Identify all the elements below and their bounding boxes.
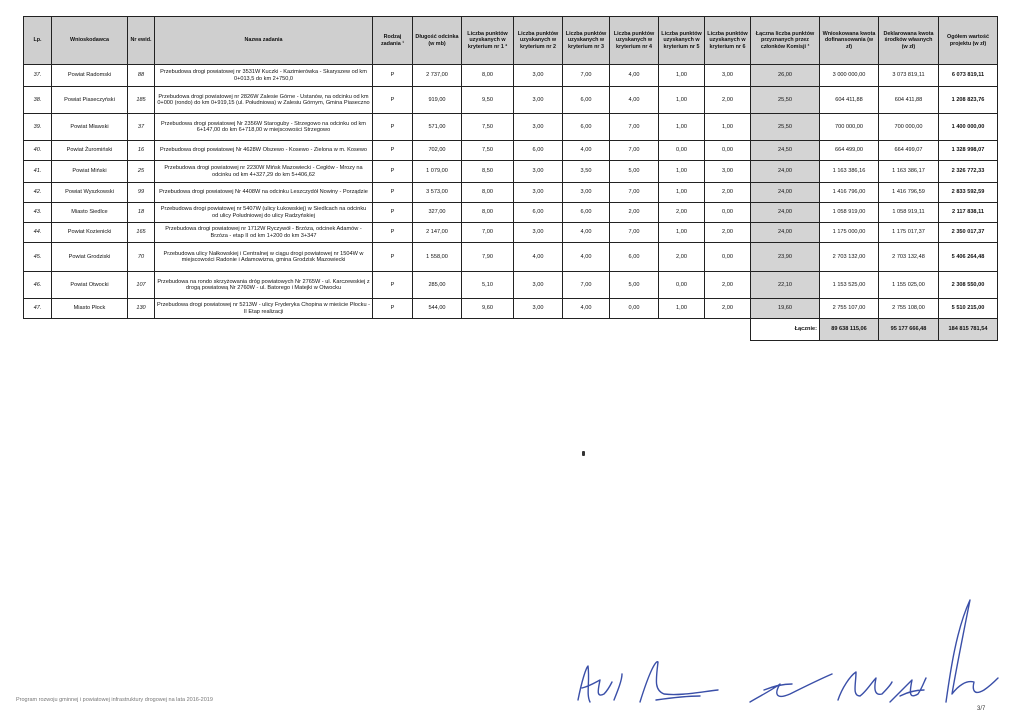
cell-applicant: Powiat Kozienicki: [52, 223, 128, 243]
cell-type: P: [373, 87, 413, 114]
cell-length: 1 079,00: [413, 161, 462, 183]
cell-k1: 7,90: [462, 243, 514, 272]
cell-k5: 1,00: [659, 299, 705, 319]
cell-length: 3 573,00: [413, 183, 462, 203]
cell-k6: 1,00: [705, 114, 751, 141]
cell-k3: 6,00: [563, 203, 610, 223]
cell-project-value: 2 350 017,37: [939, 223, 998, 243]
cell-total-points: 23,90: [751, 243, 820, 272]
cell-k4: 5,00: [610, 272, 659, 299]
header-k1: Liczba punktów uzyskanych w kryterium nr 1 ²: [462, 17, 514, 65]
header-applicant: Wnioskodawca: [52, 17, 128, 65]
cell-k2: 3,00: [514, 183, 563, 203]
cell-k1: 5,10: [462, 272, 514, 299]
table-row: [24, 272, 998, 299]
cell-own-funds: 2 755 108,00: [879, 299, 939, 319]
table-row: [24, 65, 998, 87]
cell-k1: 8,50: [462, 161, 514, 183]
cell-applicant: Powiat Mławski: [52, 114, 128, 141]
cell-lp: 45.: [24, 243, 52, 272]
cell-length: 2 737,00: [413, 65, 462, 87]
cell-type: P: [373, 141, 413, 161]
cell-k3: 4,00: [563, 299, 610, 319]
cell-k5: 1,00: [659, 161, 705, 183]
cell-task: Przebudowa drogi powiatowej Nr 4628W Olszewo - Kosewo - Zielona w m. Kosewo: [155, 141, 373, 161]
signature-6: [946, 600, 998, 702]
cell-type: P: [373, 299, 413, 319]
ranking-table: [23, 16, 998, 341]
cell-k2: 3,00: [514, 114, 563, 141]
cell-lp: 41.: [24, 161, 52, 183]
cell-k5: 1,00: [659, 87, 705, 114]
cell-k5: 0,00: [659, 141, 705, 161]
page-number: 3/7: [977, 706, 986, 712]
cell-k2: 3,00: [514, 299, 563, 319]
cell-total-points: 19,60: [751, 299, 820, 319]
cell-total-points: 24,50: [751, 141, 820, 161]
header-k5: Liczba punktów uzyskanych w kryterium nr 5: [659, 17, 705, 65]
cell-requested: 1 416 796,00: [820, 183, 879, 203]
cell-reg-no: 70: [128, 243, 155, 272]
cell-lp: 43.: [24, 203, 52, 223]
cell-k6: 2,00: [705, 272, 751, 299]
cell-task: Przebudowa drogi powiatowej Nr 4408W na odcinku Leszczydół Nowiny - Porządzie: [155, 183, 373, 203]
cell-own-funds: 2 703 132,48: [879, 243, 939, 272]
cell-requested: 1 153 525,00: [820, 272, 879, 299]
cell-k4: 7,00: [610, 114, 659, 141]
cell-lp: 44.: [24, 223, 52, 243]
cell-reg-no: 18: [128, 203, 155, 223]
header-k4: Liczba punktów uzyskanych w kryterium nr 4: [610, 17, 659, 65]
footer-text: Program rozwoju gminnej i powiatowej infrastruktury drogowej na lata 2016-2019: [16, 697, 213, 703]
cell-total-points: 24,00: [751, 161, 820, 183]
cell-applicant: Powiat Żuromiński: [52, 141, 128, 161]
cell-reg-no: 130: [128, 299, 155, 319]
cell-k3: 3,50: [563, 161, 610, 183]
cell-requested: 604 411,88: [820, 87, 879, 114]
totals-own-funds: 95 177 666,48: [879, 319, 939, 341]
cell-own-funds: 3 073 819,11: [879, 65, 939, 87]
header-own-funds: Deklarowana kwota środków własnych (w zł): [879, 17, 939, 65]
cell-own-funds: 700 000,00: [879, 114, 939, 141]
cell-own-funds: 1 416 796,59: [879, 183, 939, 203]
header-requested: Wnioskowana kwota dofinansowania (w zł): [820, 17, 879, 65]
cell-type: P: [373, 161, 413, 183]
totals-project-value: 184 815 781,54: [939, 319, 998, 341]
header-lp: Lp.: [24, 17, 52, 65]
cell-k6: 2,00: [705, 299, 751, 319]
cell-total-points: 25,50: [751, 87, 820, 114]
header-type: Rodzaj zadania ¹: [373, 17, 413, 65]
cell-applicant: Powiat Wyszkowski: [52, 183, 128, 203]
totals-label: Łącznie:: [751, 319, 820, 341]
table-row: [24, 299, 998, 319]
cell-length: 2 147,00: [413, 223, 462, 243]
cell-task: Przebudowa drogi powiatowej nr 5407W (ulicy Łukowskiej) w Siedlcach na odcinku od ulicy Południowej do ulicy Radzyńskiej: [155, 203, 373, 223]
cell-length: 327,00: [413, 203, 462, 223]
cell-k2: 3,00: [514, 223, 563, 243]
cell-k5: 2,00: [659, 203, 705, 223]
cell-k4: 0,00: [610, 299, 659, 319]
cell-own-funds: 664 499,07: [879, 141, 939, 161]
cell-applicant: Powiat Grodziski: [52, 243, 128, 272]
cell-task: Przebudowa drogi powiatowej nr 2826W Zalesie Górne - Ustanów, na odcinku od km 0+000 (rondo) do km 0+919,15 (ul. Południowa) w Zalesiu Górnym, Gmina Piaseczno: [155, 87, 373, 114]
cell-k4: 4,00: [610, 87, 659, 114]
cell-applicant: Miasto Płock: [52, 299, 128, 319]
cell-task: Przebudowa ulicy Nałkowskiej i Centralnej w ciągu drogi powiatowej nr 1504W w miejscowości Radonie i Adamowizna, gmina Grodzisk Mazowiecki: [155, 243, 373, 272]
cell-requested: 1 175 000,00: [820, 223, 879, 243]
cell-k4: 2,00: [610, 203, 659, 223]
cell-lp: 38.: [24, 87, 52, 114]
header-k6: Liczba punktów uzyskanych w kryterium nr 6: [705, 17, 751, 65]
cell-k1: 7,50: [462, 141, 514, 161]
cell-total-points: 26,00: [751, 65, 820, 87]
totals-requested: 89 638 115,06: [820, 319, 879, 341]
cell-project-value: 2 833 592,59: [939, 183, 998, 203]
cell-project-value: 1 328 998,07: [939, 141, 998, 161]
cell-own-funds: 1 175 017,37: [879, 223, 939, 243]
signature-5: [890, 678, 926, 702]
cell-length: 544,00: [413, 299, 462, 319]
cell-k6: 3,00: [705, 65, 751, 87]
cell-project-value: 2 326 772,33: [939, 161, 998, 183]
cell-k2: 4,00: [514, 243, 563, 272]
cell-requested: 2 755 107,00: [820, 299, 879, 319]
cell-k6: 0,00: [705, 141, 751, 161]
cell-lp: 40.: [24, 141, 52, 161]
cell-total-points: 24,00: [751, 223, 820, 243]
table-row: [24, 203, 998, 223]
cell-k2: 3,00: [514, 87, 563, 114]
cell-lp: 47.: [24, 299, 52, 319]
signature-3: [750, 674, 832, 702]
cell-task: Przebudowa drogi powiatowej nr 3531W Kuczki - Kazimierówka - Skaryszew od km 0+013,5 do km 2+750,0: [155, 65, 373, 87]
cell-type: P: [373, 183, 413, 203]
cell-k6: 0,00: [705, 243, 751, 272]
cell-reg-no: 107: [128, 272, 155, 299]
signature-1: [578, 666, 622, 702]
table-row: [24, 114, 998, 141]
cell-k4: 6,00: [610, 243, 659, 272]
cell-k4: 7,00: [610, 141, 659, 161]
table-row: [24, 243, 998, 272]
cell-reg-no: 37: [128, 114, 155, 141]
cell-k3: 6,00: [563, 87, 610, 114]
table-header-row: [24, 17, 998, 65]
cell-total-points: 24,00: [751, 203, 820, 223]
header-project-value: Ogółem wartość projektu (w zł): [939, 17, 998, 65]
cell-requested: 700 000,00: [820, 114, 879, 141]
cell-k1: 9,50: [462, 87, 514, 114]
cell-type: P: [373, 243, 413, 272]
cell-project-value: 5 510 215,00: [939, 299, 998, 319]
cell-length: 285,00: [413, 272, 462, 299]
cell-project-value: 6 073 819,11: [939, 65, 998, 87]
header-k3: Liczba punktów uzyskanych w kryterium nr 3: [563, 17, 610, 65]
cell-length: 571,00: [413, 114, 462, 141]
cell-task: Przebudowa na rondo skrzyżowania dróg powiatowych Nr 2765W - ul. Karczewskiej z drogą powiatową Nr 2760W - ul. Batorego i Matejki w Otwocku: [155, 272, 373, 299]
cell-requested: 1 058 919,00: [820, 203, 879, 223]
cell-total-points: 22,10: [751, 272, 820, 299]
cell-length: 702,00: [413, 141, 462, 161]
cell-task: Przebudowa drogi powiatowej nr 1712W Ryczywół - Brzóza, odcinek Adamów - Brzóza - etap II od km 1+200 do km 3+347: [155, 223, 373, 243]
cell-reg-no: 99: [128, 183, 155, 203]
cell-k2: 3,00: [514, 272, 563, 299]
cell-k2: 3,00: [514, 65, 563, 87]
cell-k1: 7,50: [462, 114, 514, 141]
table-row: [24, 141, 998, 161]
cell-k1: 8,00: [462, 203, 514, 223]
cell-lp: 39.: [24, 114, 52, 141]
cell-project-value: 5 406 264,48: [939, 243, 998, 272]
cell-k6: 2,00: [705, 87, 751, 114]
cell-type: P: [373, 223, 413, 243]
cell-lp: 37.: [24, 65, 52, 87]
cell-k6: 2,00: [705, 183, 751, 203]
cell-k5: 1,00: [659, 223, 705, 243]
cell-project-value: 2 117 838,11: [939, 203, 998, 223]
cell-lp: 42.: [24, 183, 52, 203]
cell-k3: 4,00: [563, 141, 610, 161]
header-task: Nazwa zadania: [155, 17, 373, 65]
cell-own-funds: 1 058 919,11: [879, 203, 939, 223]
cell-own-funds: 1 155 025,00: [879, 272, 939, 299]
cell-applicant: Powiat Miński: [52, 161, 128, 183]
cell-lp: 46.: [24, 272, 52, 299]
signature-4: [838, 672, 892, 700]
cell-reg-no: 16: [128, 141, 155, 161]
totals-row: [24, 319, 998, 341]
cell-task: Przebudowa drogi powiatowej Nr 2356W Staroguby - Strzegowo na odcinku od km 6+147,00 do km 6+718,00 w miejscowości Strzegowo: [155, 114, 373, 141]
cell-k4: 7,00: [610, 223, 659, 243]
cell-k6: 0,00: [705, 203, 751, 223]
cell-k2: 3,00: [514, 161, 563, 183]
table-row: [24, 87, 998, 114]
cell-k5: 2,00: [659, 243, 705, 272]
cell-k4: 7,00: [610, 183, 659, 203]
cell-project-value: 2 308 550,00: [939, 272, 998, 299]
cell-k5: 1,00: [659, 114, 705, 141]
totals-spacer: [24, 319, 751, 341]
cell-project-value: 1 208 823,76: [939, 87, 998, 114]
cell-applicant: Miasto Siedlce: [52, 203, 128, 223]
cell-own-funds: 1 163 386,17: [879, 161, 939, 183]
cell-requested: 2 703 132,00: [820, 243, 879, 272]
cell-requested: 1 163 386,16: [820, 161, 879, 183]
cell-k3: 3,00: [563, 183, 610, 203]
cell-project-value: 1 400 000,00: [939, 114, 998, 141]
cell-k1: 8,00: [462, 183, 514, 203]
cell-reg-no: 25: [128, 161, 155, 183]
cell-type: P: [373, 114, 413, 141]
header-k2: Liczba punktów uzyskanych w kryterium nr 2: [514, 17, 563, 65]
cell-task: Przebudowa drogi powiatowej nr 5213W - ulicy Fryderyka Chopina w mieście Płocku - II Etap realizacji: [155, 299, 373, 319]
cell-k2: 6,00: [514, 141, 563, 161]
cell-length: 919,00: [413, 87, 462, 114]
cell-k3: 7,00: [563, 65, 610, 87]
header-total-points: Łączna liczba punktów przyznanych przez członków Komisji ³: [751, 17, 820, 65]
cell-k1: 9,60: [462, 299, 514, 319]
signature-2: [640, 662, 718, 702]
cell-k5: 1,00: [659, 65, 705, 87]
cell-k5: 1,00: [659, 183, 705, 203]
cell-reg-no: 185: [128, 87, 155, 114]
cell-k2: 6,00: [514, 203, 563, 223]
ink-dot: [582, 451, 585, 456]
cell-k3: 4,00: [563, 223, 610, 243]
cell-type: P: [373, 203, 413, 223]
cell-type: P: [373, 65, 413, 87]
table-row: [24, 223, 998, 243]
cell-k1: 8,00: [462, 65, 514, 87]
cell-k6: 3,00: [705, 161, 751, 183]
cell-own-funds: 604 411,88: [879, 87, 939, 114]
table-body: [24, 65, 998, 319]
cell-applicant: Powiat Otwocki: [52, 272, 128, 299]
table-row: [24, 161, 998, 183]
cell-k5: 0,00: [659, 272, 705, 299]
cell-k1: 7,00: [462, 223, 514, 243]
cell-k3: 4,00: [563, 243, 610, 272]
cell-applicant: Powiat Piaseczyński: [52, 87, 128, 114]
header-length: Długość odcinka (w mb): [413, 17, 462, 65]
cell-reg-no: 165: [128, 223, 155, 243]
cell-type: P: [373, 272, 413, 299]
cell-k3: 7,00: [563, 272, 610, 299]
cell-requested: 664 499,00: [820, 141, 879, 161]
cell-requested: 3 000 000,00: [820, 65, 879, 87]
cell-length: 1 558,00: [413, 243, 462, 272]
cell-k6: 2,00: [705, 223, 751, 243]
table-row: [24, 183, 998, 203]
cell-reg-no: 88: [128, 65, 155, 87]
cell-applicant: Powiat Radomski: [52, 65, 128, 87]
cell-task: Przebudowa drogi powiatowej nr 2230W Mińsk Mazowiecki - Cegłów - Mrozy na odcinku od km 4+327,29 do km 5+406,62: [155, 161, 373, 183]
header-reg-no: Nr ewid.: [128, 17, 155, 65]
cell-k3: 6,00: [563, 114, 610, 141]
cell-total-points: 25,50: [751, 114, 820, 141]
cell-k4: 4,00: [610, 65, 659, 87]
signatures: [560, 590, 1000, 720]
cell-total-points: 24,00: [751, 183, 820, 203]
cell-k4: 5,00: [610, 161, 659, 183]
